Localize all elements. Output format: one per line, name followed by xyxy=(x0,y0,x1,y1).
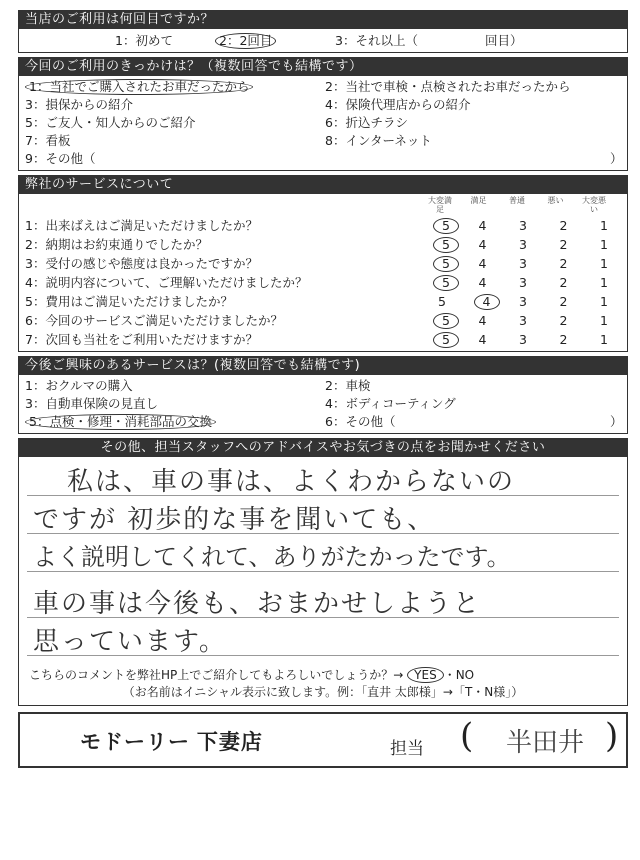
rating-2[interactable]: 2 xyxy=(559,313,568,328)
rating-4[interactable]: 4 xyxy=(478,237,487,252)
handwritten-line: 車の事は今後も、おまかせしようと xyxy=(33,589,482,619)
rating-3[interactable]: 3 xyxy=(519,256,527,271)
handwritten-line: 私は、車の事は、よくわからないの xyxy=(67,467,516,497)
rating-scale[interactable] xyxy=(425,311,613,330)
interest-option-2[interactable]: 2：車検 xyxy=(325,378,371,393)
service-rating-section xyxy=(18,175,628,352)
interest-option-6[interactable]: 6：その他（ xyxy=(325,414,396,429)
rating-1[interactable]: 1 xyxy=(600,237,608,252)
rating-2[interactable]: 2 xyxy=(559,332,568,347)
selected-rating-circle: 5 xyxy=(433,218,459,234)
visit-option-1[interactable]: 1：初めて xyxy=(115,33,173,48)
rating-5[interactable]: 5 xyxy=(438,294,446,309)
visit-option-3-suffix: 回目） xyxy=(485,33,523,48)
rating-question-row xyxy=(25,292,621,311)
rating-question: 6：今回のサービスご満足いただけましたか？ xyxy=(25,313,283,328)
rating-2[interactable]: 2 xyxy=(559,237,568,252)
rating-4[interactable]: 4 xyxy=(478,332,487,347)
visit-option-3[interactable]: 3：それ以上（ xyxy=(335,33,418,48)
rating-1[interactable]: 1 xyxy=(600,294,608,309)
interest-option-5[interactable] xyxy=(25,413,325,431)
rating-scale[interactable] xyxy=(425,216,613,235)
selected-rating-circle: 5 xyxy=(433,313,459,329)
rating-question-row xyxy=(25,254,621,273)
handwritten-line: 思っています。 xyxy=(33,627,227,657)
rating-scale[interactable] xyxy=(425,330,613,349)
reason-option-9[interactable]: 9：その他（ xyxy=(25,151,96,166)
staff-signature: 半田井 xyxy=(506,728,585,758)
consent-yes[interactable]: YES xyxy=(407,667,444,683)
rating-2[interactable]: 2 xyxy=(559,275,568,290)
rating-question-row xyxy=(25,330,621,349)
selected-option-circle: 2：2回目 xyxy=(215,33,276,49)
rating-question: 3：受付の感じや態度は良かったですか？ xyxy=(25,256,258,271)
comment-title: その他、担当スタッフへのアドバイスやお気づきの点をお聞かせください xyxy=(19,439,627,457)
rating-2[interactable]: 2 xyxy=(559,256,568,271)
rating-question-row xyxy=(25,273,621,292)
reason-option-8[interactable]: 8：インターネット xyxy=(325,133,432,148)
selected-rating-circle: 5 xyxy=(433,275,459,291)
selected-rating-circle: 5 xyxy=(433,256,459,272)
store-name: モドーリー 下妻店 xyxy=(80,731,263,754)
rating-2[interactable]: 2 xyxy=(559,218,568,233)
reason-section xyxy=(18,57,628,171)
rating-4[interactable]: 4 xyxy=(478,313,487,328)
rating-3[interactable]: 3 xyxy=(519,313,527,328)
rating-question: 5：費用はご満足いただけましたか？ xyxy=(25,294,233,309)
interest-title: 今後ご興味のあるサービスは？(複数回答でも結構です) xyxy=(19,357,627,375)
selected-rating-circle: 5 xyxy=(433,237,459,253)
rating-scale[interactable] xyxy=(425,273,613,292)
rating-scale-header xyxy=(425,196,609,214)
rating-1[interactable]: 1 xyxy=(600,332,608,347)
rating-1[interactable]: 1 xyxy=(600,218,608,233)
rating-scale[interactable] xyxy=(425,235,613,254)
rating-2[interactable]: 2 xyxy=(559,294,568,309)
reason-option-3[interactable]: 3：損保からの紹介 xyxy=(25,97,133,112)
interest-option-3[interactable]: 3：自動車保険の見直し xyxy=(25,396,158,411)
name-display-note: （お名前はイニシャル表示に致します。例：「直井 太郎様」→「T・N様」） xyxy=(122,685,524,699)
consent-question: こちらのコメントを弊社HP上でご紹介してもよろしいでしょうか？→ xyxy=(29,668,404,682)
rating-question: 2：納期はお約束通りでしたか？ xyxy=(25,237,208,252)
staff-label: 担当 xyxy=(390,739,424,759)
interest-option-4[interactable]: 4：ボディコーティング xyxy=(325,396,456,411)
service-rating-title: 弊社のサービスについて xyxy=(19,176,627,194)
rating-question-row xyxy=(25,216,621,235)
reason-title: 今回のご利用のきっかけは？（複数回答でも結構です） xyxy=(19,58,627,76)
staff-open-paren: ( xyxy=(460,716,474,756)
rating-4[interactable]: 4 xyxy=(478,275,487,290)
comment-section xyxy=(18,438,628,706)
visit-option-2[interactable] xyxy=(215,31,335,50)
rating-question: 1：出来ばえはご満足いただけましたか？ xyxy=(25,218,258,233)
scale-header-very-satisfied: 大変満足 xyxy=(428,196,452,214)
handwritten-line: ですが 初歩的な事を聞いても、 xyxy=(33,505,436,535)
rating-4[interactable]: 4 xyxy=(478,218,487,233)
comment-area[interactable] xyxy=(27,457,619,665)
consent-no[interactable]: NO xyxy=(455,668,475,682)
consent-separator: ・ xyxy=(443,668,456,682)
rating-3[interactable]: 3 xyxy=(519,275,527,290)
selected-rating-circle: 5 xyxy=(433,332,459,348)
reason-option-4[interactable]: 4：保険代理店からの紹介 xyxy=(325,97,471,112)
staff-close-paren: ) xyxy=(605,716,619,756)
rating-scale[interactable] xyxy=(425,292,613,311)
scale-header-poor: 悪い xyxy=(547,196,564,205)
visit-count-section xyxy=(18,10,628,53)
visit-count-title: 当店のご利用は何回目ですか？ xyxy=(19,11,627,29)
handwritten-line: よく説明してくれて、ありがたかったです。 xyxy=(33,543,511,571)
reason-option-9-close: ） xyxy=(610,151,623,166)
rating-3[interactable]: 3 xyxy=(519,218,527,233)
scale-header-very-poor: 大変悪い xyxy=(582,196,606,214)
rating-question-row xyxy=(25,311,621,330)
interest-option-1[interactable]: 1：おクルマの購入 xyxy=(25,378,133,393)
interest-section xyxy=(18,356,628,434)
selected-option-circle: 5：点検・修理・消耗部品の交換 xyxy=(25,414,216,430)
rating-1[interactable]: 1 xyxy=(600,275,608,290)
consent-row xyxy=(29,667,617,684)
rating-3[interactable]: 3 xyxy=(519,237,527,252)
selected-rating-circle: 4 xyxy=(474,294,500,310)
reason-option-7[interactable]: 7：看板 xyxy=(25,133,71,148)
reason-option-5[interactable]: 5：ご友人・知人からのご紹介 xyxy=(25,115,196,130)
reason-option-6[interactable]: 6：折込チラシ xyxy=(325,115,408,130)
store-box xyxy=(18,712,628,768)
reason-option-2[interactable]: 2：当社で車検・点検されたお車だったから xyxy=(325,79,571,94)
rating-scale[interactable] xyxy=(425,254,613,273)
rating-question: 4：説明内容について、ご理解いただけましたか？ xyxy=(25,275,308,290)
scale-header-average: 普通 xyxy=(509,196,525,205)
survey-sheet xyxy=(18,10,628,768)
rating-4[interactable]: 4 xyxy=(478,256,487,271)
rating-3[interactable]: 3 xyxy=(519,332,527,347)
rating-1[interactable]: 1 xyxy=(600,313,608,328)
rating-1[interactable]: 1 xyxy=(600,256,608,271)
interest-option-6-close: ） xyxy=(610,414,623,429)
reason-option-1[interactable] xyxy=(25,78,325,96)
rating-question: 7：次回も当社をご利用いただけますか？ xyxy=(25,332,258,347)
rating-question-row xyxy=(25,235,621,254)
rating-3[interactable]: 3 xyxy=(519,294,527,309)
scale-header-satisfied: 満足 xyxy=(470,196,487,205)
selected-option-circle: 1：当社でご購入されたお車だったから xyxy=(25,79,253,95)
